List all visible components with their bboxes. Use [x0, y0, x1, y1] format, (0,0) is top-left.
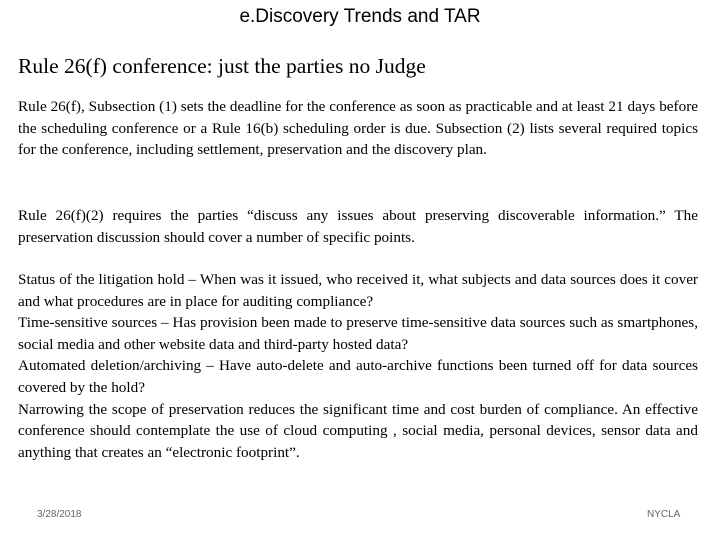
footer-date: 3/28/2018 — [37, 509, 82, 520]
paragraph-rule-26f2-preservation — [18, 205, 698, 248]
paragraph-text: Rule 26(f), Subsection (1) sets the deadline for the conference as soon as practicable and at least 21 days before the scheduling conference or a Rule 16(b) scheduling order is due. Subsection (2) lists several required topics for the conference, including settlement, preservation and the discovery plan. — [18, 98, 698, 159]
paragraph-rule-26f-overview — [18, 96, 698, 161]
point-narrowing-scope: Narrowing the scope of preservation reduces the significant time and cost burden of compliance. An effective conference should contemplate the use of cloud computing , social media, personal devices, sensor data and anything that creates an “electronic footprint”. — [18, 400, 698, 461]
header-title: e.Discovery Trends and TAR — [239, 6, 481, 27]
point-automated-deletion: Automated deletion/archiving – Have auto-delete and auto-archive functions been turned off for data sources covered by the hold? — [18, 357, 698, 396]
slide-heading: Rule 26(f) conference: just the parties no Judge — [18, 54, 426, 78]
footer-organization: NYCLA — [647, 509, 681, 520]
preservation-points-list — [18, 269, 698, 463]
point-time-sensitive-sources: Time-sensitive sources – Has provision been made to preserve time-sensitive data sources such as smartphones, social media and other website data and third-party hosted data? — [18, 314, 698, 353]
paragraph-text: Rule 26(f)(2) requires the parties “discuss any issues about preserving discoverable information.” The preservation discussion should cover a number of specific points. — [18, 207, 698, 246]
point-litigation-hold: Status of the litigation hold – When was it issued, who received it, what subjects and data sources does it cover and what procedures are in place for auditing compliance? — [18, 271, 698, 310]
